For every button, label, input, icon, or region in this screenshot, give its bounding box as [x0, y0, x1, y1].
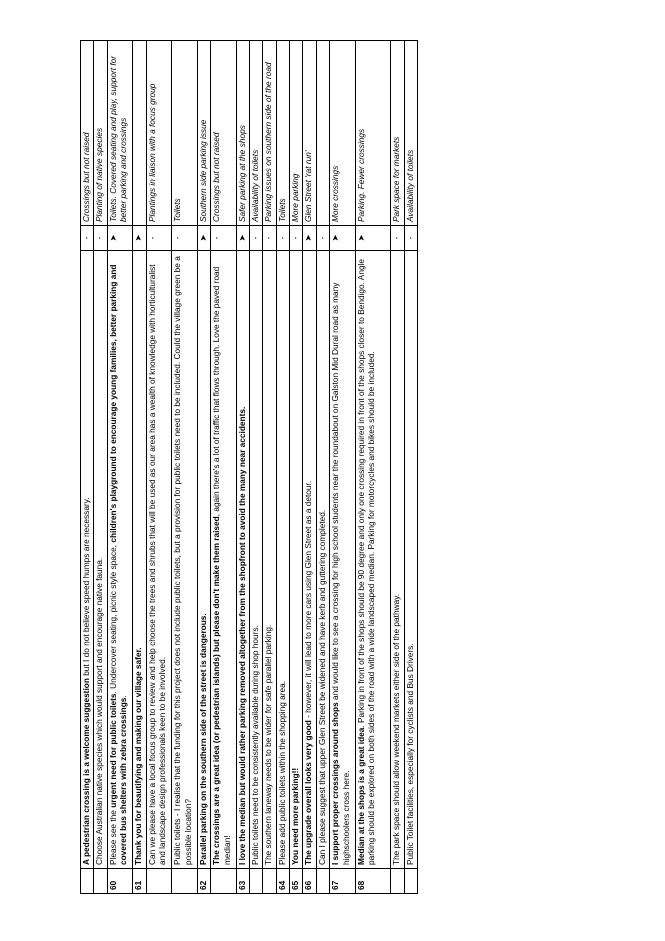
dash-bullet-icon: -	[94, 226, 107, 251]
dash-bullet-icon: -	[263, 226, 276, 251]
table-row	[94, 41, 107, 894]
theme-text: Glen Street 'rat run'	[303, 41, 316, 226]
comment-text	[94, 251, 107, 869]
comment-text-part: The southern laneway needs to be wider for safe parallel parking.	[263, 624, 274, 865]
row-number: 60	[107, 869, 133, 894]
theme-text: Southern side parking issue	[197, 41, 210, 226]
row-number	[404, 869, 417, 894]
table-row	[211, 41, 237, 894]
comment-text-part: .	[118, 695, 129, 698]
table-row	[316, 41, 329, 894]
table-row	[355, 41, 391, 894]
row-number: 61	[133, 869, 146, 894]
row-number	[172, 869, 198, 894]
theme-text: Planting of native species	[94, 41, 107, 226]
arrow-bullet-icon: ➤	[236, 226, 249, 251]
row-number: 63	[236, 869, 249, 894]
table-row	[329, 41, 355, 894]
comment-text-bold: The upgrade overall looks very good	[303, 720, 314, 865]
table-row	[236, 41, 249, 894]
arrow-bullet-icon: ➤	[303, 226, 316, 251]
comment-text	[329, 251, 355, 869]
comment-text-bold: A pedestrian crossing is a welcome suggestion	[81, 678, 91, 865]
comment-text	[303, 251, 316, 869]
comment-text	[81, 251, 94, 869]
comment-text-bold: Median at the shops is a great idea	[355, 727, 366, 865]
theme-text: More crossings	[329, 41, 355, 226]
row-number: 67	[329, 869, 355, 894]
table-row	[289, 41, 302, 894]
row-number	[94, 869, 107, 894]
comment-text-part: , again there's a lot of traffic that flows through. Love the paved road median!	[211, 266, 232, 865]
comment-text	[172, 251, 198, 869]
dash-bullet-icon: -	[404, 226, 417, 251]
comment-text	[391, 251, 404, 869]
comment-text-bold: I love the median but would rather parking removed altogether from the shopfront to avoid the many near accidents.	[236, 406, 247, 865]
dash-bullet-icon: -	[289, 226, 302, 251]
dash-bullet-icon: -	[81, 226, 94, 251]
row-number	[249, 869, 262, 894]
dash-bullet-icon: -	[146, 226, 172, 251]
comment-text-part: Can we please have a local focus group to review and help choose the trees and shrubs that will be used as our area has a wealth of knowledge with horticulturalist and landscape design professionals keen to be involved.	[146, 264, 168, 865]
table-row	[146, 41, 172, 894]
comment-text-part: Can I please suggest that upper Glen Street be widened and have kerb and guttering completed.	[316, 509, 327, 865]
theme-text: Parking. Fewer crossings	[355, 41, 391, 226]
comment-text-part: - however, it will lead to more cars using Glen Street as a detour.	[303, 480, 314, 721]
row-number: 64	[276, 869, 289, 894]
comment-text-bold: urgent need for public toilets	[107, 693, 118, 808]
theme-text: Parking issues on southern side of the road	[263, 41, 276, 226]
comment-text	[249, 251, 262, 869]
theme-text: Toilets. Covered seating and play, support for better parking and crossings	[107, 41, 133, 226]
row-number	[391, 869, 404, 894]
arrow-bullet-icon: ➤	[355, 226, 391, 251]
table-row	[172, 41, 198, 894]
comment-text	[316, 251, 329, 869]
row-number	[81, 869, 94, 894]
table-row	[404, 41, 417, 894]
comment-text-part: Public toilets - I realise that the funding for this project does not include public toilets, but a provision for public toilets need to be included. Could the village green be a possible location?	[172, 256, 193, 865]
comment-text-bold: children's playground to encourage young families, better parking and covered bus shelters with zebra crossings	[107, 264, 129, 865]
dash-bullet-icon: -	[249, 226, 262, 251]
table-row	[391, 41, 404, 894]
feedback-table	[80, 40, 418, 894]
row-number	[146, 869, 172, 894]
theme-text: Crossings but not raised	[211, 41, 237, 226]
comment-text	[355, 251, 391, 869]
theme-text: Plantings in liaison with a focus group	[146, 41, 172, 226]
comment-text-part: Please add public toilets within the shopping area.	[276, 680, 287, 865]
table-row	[133, 41, 146, 894]
comment-text-part: Public toilets need to be consistently available during shop hours.	[249, 625, 260, 865]
comment-text	[211, 251, 237, 869]
comment-text-bold: Parallel parking on the southern side of the street is dangerous.	[197, 613, 208, 865]
row-number	[316, 869, 329, 894]
theme-text: Safer parking at the shops	[236, 41, 249, 226]
table-row	[263, 41, 276, 894]
feedback-table-body	[81, 41, 418, 894]
table-row	[197, 41, 210, 894]
comment-text-part: but I do not believe speed humps are necessary.	[81, 497, 91, 679]
dash-bullet-icon: -	[211, 226, 237, 251]
dash-bullet-icon: -	[276, 226, 289, 251]
row-number	[211, 869, 237, 894]
table-row	[107, 41, 133, 894]
table-row	[303, 41, 316, 894]
arrow-bullet-icon: ➤	[133, 226, 146, 251]
row-number: 62	[197, 869, 210, 894]
row-number	[263, 869, 276, 894]
comment-text-part: Please see the	[107, 807, 118, 865]
rotated-table-wrapper	[80, 45, 418, 894]
table-row	[249, 41, 262, 894]
comment-text	[107, 251, 133, 869]
comment-text-part: . Parking in front of the shops should be 90 degree and only one crossing required in front of the shops closer to Bendigo. Angle parking should be explored on both sides of the road with a wide landscaped median. Parking for motorcycles and bikes should be included.	[355, 258, 377, 865]
arrow-bullet-icon: ➤	[197, 226, 210, 251]
dash-bullet-icon: -	[391, 226, 404, 251]
row-number: 65	[289, 869, 302, 894]
theme-text: Toilets	[276, 41, 289, 226]
theme-text: Availability of toilets	[249, 41, 262, 226]
dash-bullet-icon: -	[316, 226, 329, 251]
table-row	[81, 41, 94, 894]
table-row	[276, 41, 289, 894]
theme-text: More parking	[289, 41, 302, 226]
comment-text	[146, 251, 172, 869]
comment-text	[263, 251, 276, 869]
arrow-bullet-icon: ➤	[329, 226, 355, 251]
comment-text-bold: The crossings are a great idea (or pedestrian islands) but please don't make them raised	[211, 516, 222, 865]
comment-text	[197, 251, 210, 869]
comment-text	[404, 251, 417, 869]
arrow-bullet-icon: ➤	[107, 226, 133, 251]
row-number: 66	[303, 869, 316, 894]
comment-text-part: The park space should allow weekend markets either side of the pathway.	[391, 593, 402, 865]
comment-text-bold: I support proper crossings around shops	[329, 702, 340, 865]
comment-text	[133, 251, 146, 869]
comment-text-part: . Undercover seating, picnic style space,	[107, 542, 118, 694]
theme-text: Park space for markets	[391, 41, 404, 226]
comment-text-bold: Thank you for beautifying and making our village safer.	[133, 647, 144, 865]
theme-text: Crossings but not raised	[81, 41, 94, 226]
dash-bullet-icon: -	[172, 226, 198, 251]
comment-text-part: Choose Australian native species which would support and encourage native fauna.	[94, 557, 105, 865]
theme-text	[133, 41, 146, 226]
comment-text-part: Public Toilet facilities, especially for cyclists and Bus Drivers.	[404, 643, 415, 865]
row-number: 68	[355, 869, 391, 894]
theme-text	[316, 41, 329, 226]
comment-text	[236, 251, 249, 869]
comment-text	[289, 251, 302, 869]
theme-text: Toilets	[172, 41, 198, 226]
comment-text	[276, 251, 289, 869]
theme-text: Availability of toilets	[404, 41, 417, 226]
comment-text-bold: You need more parking!!	[289, 767, 300, 865]
comment-text-part: and would like to see a crossing for high school students near the roundabout on Galston Mid Dural road as many highschoolers cross here.	[329, 282, 351, 865]
